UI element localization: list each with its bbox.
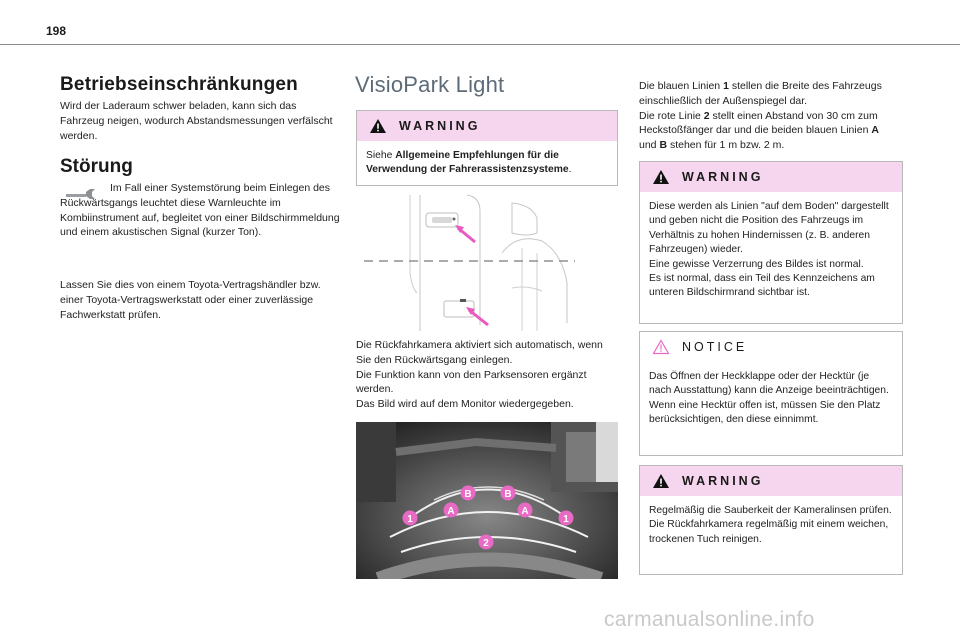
warning-body (640, 496, 902, 555)
warning-box-cleaning (639, 465, 903, 575)
fault-text-2: Lassen Sie dies von einem Toyota-Vertragshändler bzw. einer Toyota-Vertragswerkstatt oder einer zuverlässige Fachwerkstatt prüfen. (60, 279, 321, 321)
warning2-text-3: Es ist normal, dass ein Teil des Kennzeichens am unteren Bildschirmrand sichtbar ist. (649, 273, 875, 299)
svg-text:2: 2 (483, 538, 489, 549)
warning-label: WARNING (682, 474, 764, 488)
camera-text-3: Das Bild wird auf dem Monitor wiedergegeben. (356, 398, 574, 411)
marker-1-left (403, 511, 418, 526)
marker-2 (479, 535, 494, 550)
svg-text:1: 1 (563, 514, 569, 525)
red-line-pre: Die rote Linie (639, 109, 704, 122)
warning-header (640, 162, 902, 192)
warning2-text-2: Eine gewisse Verzerrung des Bildes ist normal. (649, 258, 864, 270)
notice-label: NOTICE (682, 340, 748, 354)
section-title-visiopark: VisioPark Light (355, 72, 505, 97)
page-number: 198 (46, 24, 67, 38)
notice-text-2: Wenn eine Hecktür offen ist, müssen Sie den Platz berücksichtigen, den diese einnimmt. (649, 399, 881, 426)
camera-text-1: Die Rückfahrkamera aktiviert sich automatisch, wenn Sie den Rückwärtsgang einlegen. (356, 339, 603, 366)
red-line-a: A (871, 124, 879, 137)
notice-box-tailgate (639, 331, 903, 456)
camera-text (356, 338, 618, 412)
blue-lines-mid: stellen die Breite des Fahrzeugs einschließlich der Außenspiegel dar. (639, 80, 882, 107)
fault-text-1: Im Fall einer Systemstörung beim Einlegen des Rückwärtsgangs leuchtet diese Warnleuchte im Kombiinstrument auf, begleitet von einer Bildschirmmeldung und einem akustischen Signal (kurzer Ton). (60, 182, 340, 239)
red-line-and: und (639, 139, 660, 152)
warning-body (357, 141, 617, 186)
warning2-text-1: Diese werden als Linien "auf dem Boden" dargestellt und geben nicht die Position des Fahrzeugs im Verhältnis zu hohen Hindernissen (z. B. anderen Fahrzeugen) wieder. (649, 201, 889, 256)
heading-restrictions: Betriebseinschränkungen (60, 74, 298, 95)
notice-body (640, 362, 902, 436)
restrictions-text: Wird der Laderaum schwer beladen, kann sich das Fahrzeug neigen, wodurch Abstandsmessungen verfälscht werden. (60, 100, 333, 142)
warning-triangle-icon (652, 473, 670, 489)
marker-a-right (518, 503, 533, 518)
red-line-b: B (659, 139, 668, 152)
camera-text-2: Die Funktion kann von den Parksensoren ergänzt werden. (356, 368, 587, 396)
warning-header (357, 111, 617, 141)
red-line-num: 2 (703, 109, 710, 122)
heading-fault: Störung (60, 156, 133, 177)
blue-lines-num: 1 (723, 80, 729, 92)
red-line-post: stehen für 1 m bzw. 2 m. (667, 139, 785, 152)
marker-a-left (444, 503, 459, 518)
svg-text:B: B (504, 489, 512, 500)
fault-text (60, 181, 342, 240)
notice-header (640, 332, 902, 362)
svg-text:1: 1 (407, 514, 413, 525)
blue-lines-pre: Die blauen Linien (639, 80, 724, 92)
warning-text-post: . (568, 164, 572, 176)
warning-header (640, 466, 902, 496)
warning-box-general (356, 110, 618, 186)
svg-text:A: A (447, 506, 455, 517)
marker-1-right (559, 511, 574, 526)
warning3-text-2: Die Rückfahrkamera regelmäßig mit einem weichen, trockenen Tuch reinigen. (649, 519, 889, 545)
warning-body (640, 192, 902, 309)
warning-text-pre: Siehe (366, 150, 396, 161)
warning-label: WARNING (682, 170, 764, 184)
marker-b-left (461, 486, 476, 501)
watermark: carmanualsonline.info (604, 608, 815, 631)
rear-camera-illustration (362, 193, 577, 333)
guide-lines-text (639, 79, 903, 153)
warning-triangle-icon (652, 169, 670, 185)
red-line-mid: stellt einen Abstand von 30 cm zum Heckstoßfänger dar und die beiden blauen Linien (639, 109, 878, 137)
svg-text:A: A (521, 506, 529, 517)
marker-b-right (501, 486, 516, 501)
warning-label: WARNING (399, 119, 481, 133)
notice-text-1: Das Öffnen der Heckklappe oder der Hecktür (je nach Ausstattung) kann die Anzeige beeinträchtigen. (649, 371, 889, 397)
camera-view-image (356, 422, 618, 579)
header-rule (0, 44, 960, 45)
warning-triangle-icon (369, 118, 387, 134)
warning-box-ground-lines (639, 161, 903, 324)
warning3-text-1: Regelmäßig die Sauberkeit der Kameralinsen prüfen. (649, 505, 892, 516)
notice-triangle-icon (652, 339, 670, 355)
warning-text-reference[interactable]: Allgemeine Empfehlungen für die Verwendung der Fahrerassistenzsysteme (366, 150, 569, 176)
svg-text:B: B (464, 489, 472, 500)
